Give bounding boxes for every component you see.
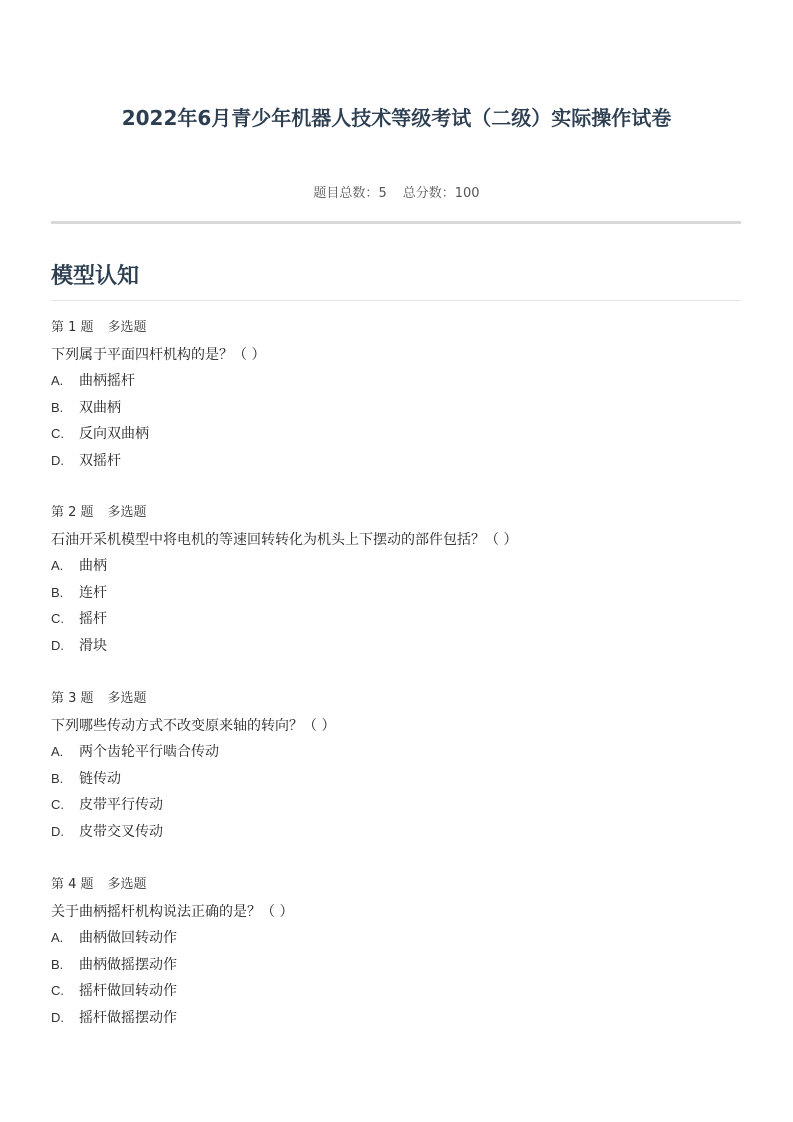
question-type: 多选题 [107, 320, 147, 335]
option-text: 链传动 [79, 770, 121, 787]
option-letter: A. [51, 558, 64, 573]
option-letter: A. [51, 930, 64, 945]
option-letter: D. [51, 453, 64, 469]
question-meta [51, 690, 741, 708]
option-text: 摇杆做摇摆动作 [79, 1010, 177, 1027]
option-text: 曲柄 [79, 558, 107, 574]
option-text: 皮带交叉传动 [79, 824, 163, 841]
option-text: 皮带平行传动 [79, 797, 163, 814]
option-text: 曲柄摇杆 [79, 373, 135, 389]
question-text: 石油开采机模型中将电机的等速回转转化为机头上下摆动的部件包括？（ ） [51, 532, 518, 548]
option-text: 反向双曲柄 [79, 426, 149, 443]
option-text: 两个齿轮平行啮合传动 [79, 744, 219, 760]
option-d[interactable] [51, 636, 741, 656]
option-letter: C. [51, 797, 64, 813]
question-text: 下列哪些传动方式不改变原来轴的转向？（ ） [51, 718, 336, 734]
option-letter: C. [51, 426, 64, 442]
option-d[interactable] [51, 822, 741, 842]
option-text: 连杆 [79, 584, 107, 601]
option-letter: B. [51, 770, 64, 786]
question-meta [51, 876, 741, 894]
page-title: 2022年6月青少年机器人技术等级考试（二级）实际操作试卷 [121, 106, 672, 130]
option-letter: D. [51, 1010, 64, 1026]
total-score-label: 总分数： [402, 186, 455, 201]
option-letter: D. [51, 638, 64, 654]
option-text: 摇杆 [79, 611, 107, 628]
option-text: 滑块 [79, 638, 107, 655]
section-divider [51, 300, 741, 301]
question-number: 第 3 题 [51, 691, 94, 706]
option-d[interactable] [51, 451, 741, 471]
option-letter: A. [51, 744, 64, 759]
option-letter: C. [51, 983, 64, 999]
total-questions-value: 5 [378, 186, 387, 201]
option-letter: D. [51, 824, 64, 840]
option-text: 曲柄做回转动作 [79, 930, 177, 946]
option-b[interactable] [51, 398, 741, 418]
option-text: 曲柄做摇摆动作 [79, 956, 177, 973]
option-a[interactable] [51, 556, 741, 576]
section-title: 模型认知 [51, 264, 140, 289]
total-questions-label: 题目总数： [313, 186, 379, 201]
option-c[interactable] [51, 795, 741, 815]
question-2 [51, 504, 741, 663]
option-letter: A. [51, 373, 64, 388]
option-a[interactable] [51, 742, 741, 762]
question-meta [51, 504, 741, 522]
option-c[interactable] [51, 981, 741, 1001]
question-type: 多选题 [107, 505, 147, 520]
option-a[interactable] [51, 371, 741, 391]
question-text: 下列属于平面四杆机构的是？（ ） [51, 347, 266, 363]
option-b[interactable] [51, 583, 741, 603]
question-1 [51, 319, 741, 478]
option-letter: B. [51, 956, 64, 972]
question-type: 多选题 [107, 877, 147, 892]
option-d[interactable] [51, 1008, 741, 1028]
question-text: 关于曲柄摇杆机构说法正确的是？（ ） [51, 904, 294, 920]
option-c[interactable] [51, 609, 741, 629]
question-meta [51, 319, 741, 337]
option-text: 双曲柄 [79, 399, 121, 416]
option-letter: B. [51, 584, 64, 600]
option-a[interactable] [51, 928, 741, 948]
option-letter: C. [51, 611, 64, 627]
option-text: 双摇杆 [79, 453, 121, 470]
question-number: 第 4 题 [51, 877, 94, 892]
question-number: 第 2 题 [51, 505, 94, 520]
option-letter: B. [51, 399, 64, 415]
question-type: 多选题 [107, 691, 147, 706]
option-b[interactable] [51, 769, 741, 789]
exam-summary [0, 185, 793, 203]
total-score-value: 100 [454, 186, 480, 201]
option-text: 摇杆做回转动作 [79, 983, 177, 1000]
question-3 [51, 690, 741, 849]
question-4 [51, 876, 741, 1035]
question-number: 第 1 题 [51, 320, 94, 335]
option-b[interactable] [51, 955, 741, 975]
header-divider [51, 221, 741, 224]
option-c[interactable] [51, 424, 741, 444]
